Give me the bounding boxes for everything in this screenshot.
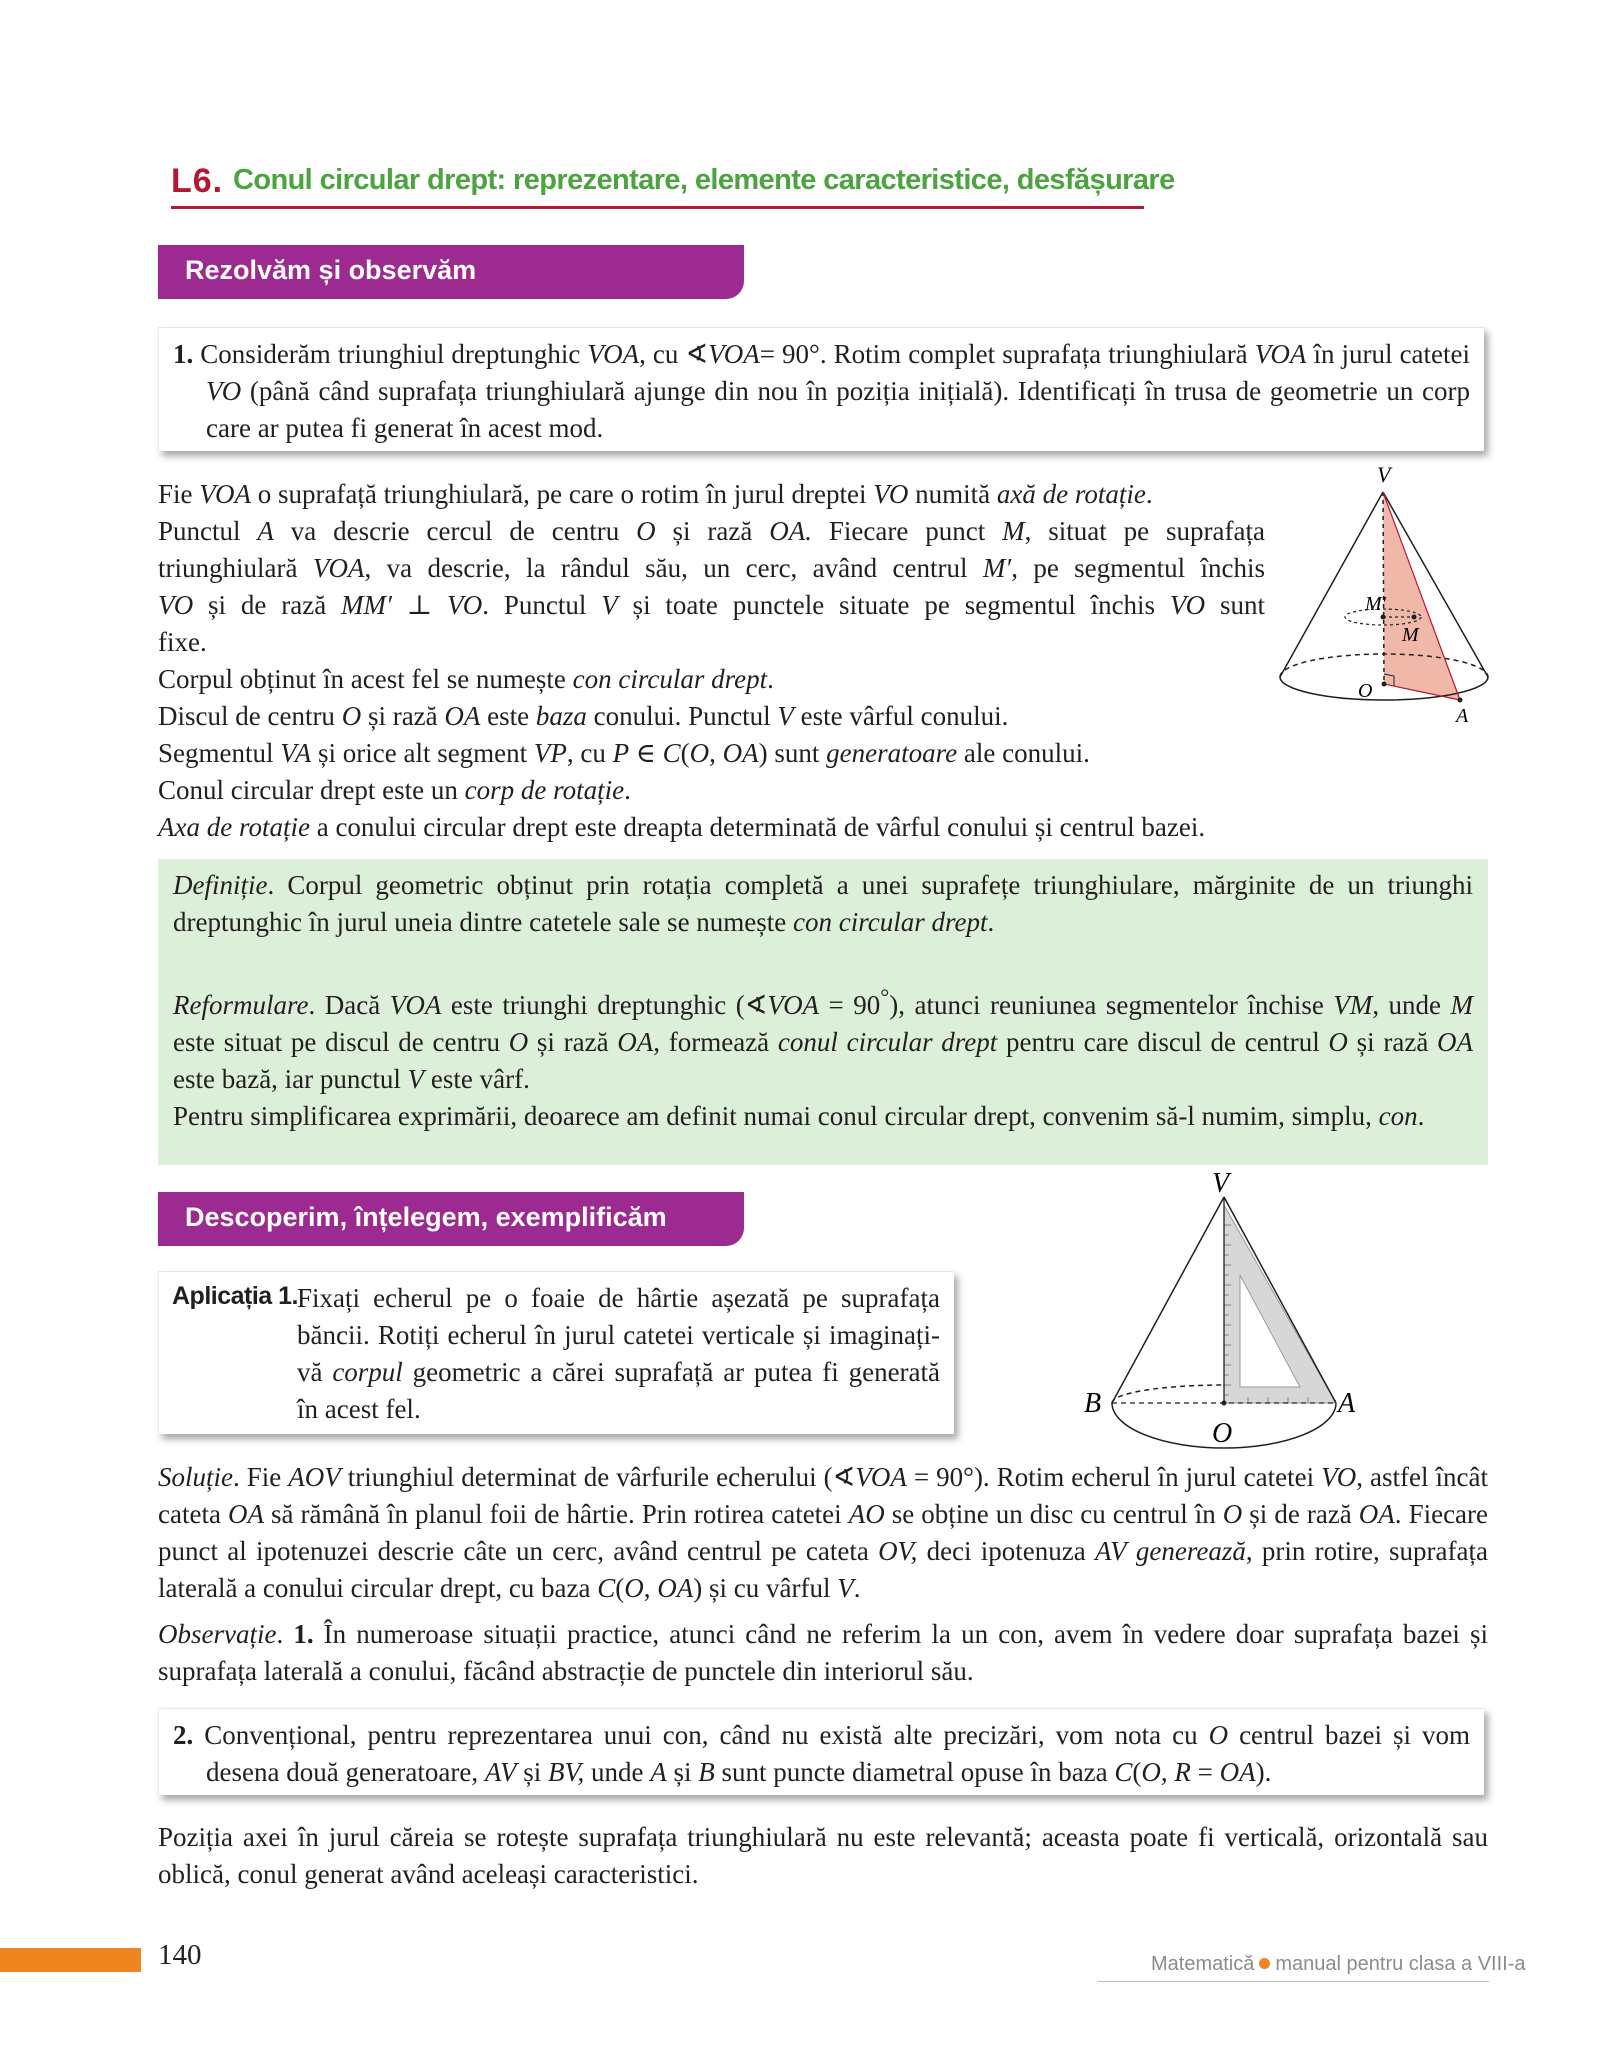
cone-figure-2: [1068, 1165, 1378, 1450]
text-run: și rază: [361, 701, 445, 731]
task-1-text: [159, 328, 1484, 447]
var-voa: VOA: [1254, 339, 1307, 369]
text-line: [158, 550, 1265, 587]
text-run: ,: [1160, 1757, 1175, 1787]
label-b: B: [1084, 1388, 1102, 1419]
text-run: ) și cu vârful: [693, 1573, 838, 1603]
text-run: , prin rotire, suprafața laterală a conului circular drept, cu baza: [158, 1536, 1488, 1603]
text-run: o suprafață triunghiulară, pe care o rotim în jurul dreptei: [250, 479, 874, 509]
task-number: 2.: [173, 1720, 194, 1750]
text-run: AOV: [288, 1462, 341, 1492]
text-run: .: [624, 775, 631, 805]
point-o: [1382, 682, 1387, 687]
text-line: [158, 476, 1273, 513]
text-run: VOA: [855, 1462, 907, 1492]
text-run: ).: [1255, 1757, 1272, 1787]
text-run: Fiecare punct: [812, 516, 1003, 546]
text-run: VO: [1169, 590, 1206, 620]
text-run: și: [516, 1757, 549, 1787]
text-run: ∈: [629, 738, 663, 768]
text-run: Convențional, pentru reprezentarea unui con, când nu există alte precizări, vom nota cu: [193, 1720, 1209, 1750]
label-a: A: [1456, 705, 1469, 727]
text-run: Pentru simplificarea exprimării, deoarece am definit numai conul circular drept, convenim să-l numim, simplu,: [173, 1101, 1379, 1131]
lesson-header: [171, 160, 1175, 209]
circle-symbol: C: [662, 738, 681, 768]
text-line: [158, 587, 1265, 624]
application-label: Aplicația 1.: [172, 1282, 298, 1310]
footer-bar: [0, 1948, 141, 1972]
text-run: VOA: [767, 990, 820, 1020]
footer-line: [1098, 1981, 1489, 1982]
text-run: O: [689, 738, 710, 768]
text-run: OA: [1437, 1027, 1474, 1057]
text-run: , unde: [1372, 990, 1451, 1020]
text-run: Considerăm triunghiul dreptunghic: [193, 339, 588, 369]
text-run: OA: [617, 1027, 654, 1057]
closing-paragraph: Poziția axei în jurul căreia se rotește suprafața triunghiulară nu este relevantă; aceasta poate fi verticală, orizontală sau oblică, conul generat având aceleași caracteristici.: [158, 1822, 1488, 1889]
term-rotation-axis: axă de rotație: [996, 479, 1146, 509]
application-box-1: [158, 1271, 954, 1434]
text-run: P: [612, 738, 630, 768]
text-run: AO: [848, 1499, 885, 1529]
text-run: M: [1450, 990, 1474, 1020]
text-run: este bază, iar punctul: [173, 1064, 408, 1094]
text-run: conului. Punctul: [586, 701, 778, 731]
task-2-text: [159, 1709, 1484, 1791]
text-run: AV: [1094, 1536, 1127, 1566]
text-run: .: [853, 1573, 861, 1603]
text-run: Punctul: [158, 516, 258, 546]
text-run: BV,: [548, 1757, 585, 1787]
solution-label: Soluție: [158, 1462, 233, 1492]
degree-sign: °: [880, 984, 890, 1009]
text-run: a conului circular drept este dreapta determinată de vârful conului și centrul bazei.: [309, 812, 1206, 842]
text-run: OA: [722, 738, 759, 768]
label-v: V: [1377, 462, 1391, 487]
text-run: Conul circular drept este un: [158, 775, 465, 805]
text-run: numită: [908, 479, 997, 509]
text-run: VO: [873, 479, 909, 509]
text-run: V: [601, 590, 618, 620]
point-m: [1412, 615, 1417, 620]
text-run: este situat pe discul de centru: [173, 1027, 509, 1057]
text-run: VOA: [389, 990, 442, 1020]
text-run: VO: [447, 590, 483, 620]
text-run: M: [1002, 516, 1025, 546]
section-title: Rezolvăm și observăm: [185, 255, 477, 285]
definition-box: [158, 859, 1488, 1165]
observation-number: 1.: [293, 1619, 314, 1649]
reformulation-label: Reformulare: [173, 990, 309, 1020]
generator-vb: [1112, 1197, 1224, 1403]
angle-symbol: ∢: [685, 339, 709, 369]
text-run: OA: [1219, 1757, 1256, 1787]
text-run: .: [1145, 479, 1153, 509]
text-run: . Fie: [233, 1462, 289, 1492]
text-run: Segmentul: [158, 738, 281, 768]
text-run: și orice alt segment: [311, 738, 534, 768]
text-run: (: [1132, 1757, 1142, 1787]
text-run: ale conului.: [957, 738, 1090, 768]
footer-dot-icon: [1259, 1958, 1270, 1969]
circle-symbol: C: [1114, 1757, 1133, 1787]
reformulation-paragraph: [173, 978, 1473, 1098]
label-m: M: [1402, 624, 1419, 646]
term-rotation-axis: Axa de rotație: [158, 812, 310, 842]
text-run: Fixați echerul pe o foaie de hârtie așezată pe suprafața băncii. Rotiți echerul în jurul catetei verticale și imaginați-vă: [297, 1283, 940, 1387]
text-run: VP: [533, 738, 567, 768]
text-run: OA: [227, 1499, 264, 1529]
text-run: =: [1190, 1757, 1220, 1787]
text-run: M′: [982, 553, 1012, 583]
term-right-circular-cone: conul circular drept: [777, 1027, 998, 1057]
text-line: [158, 661, 1273, 698]
solution-paragraph: [158, 1459, 1488, 1607]
text-run: pentru care discul de centrul: [997, 1027, 1329, 1057]
text-run: VO: [1321, 1462, 1357, 1492]
text-line: [158, 772, 1273, 809]
text-run: Fie: [158, 479, 200, 509]
text-run: triunghiulară: [158, 553, 313, 583]
term-base: baza: [535, 701, 587, 731]
text-run: , cu: [639, 339, 686, 369]
definition-label: Definiție: [173, 870, 268, 900]
text-run: ,: [643, 1573, 658, 1603]
text-run: .: [987, 907, 995, 937]
label-o: O: [1212, 1418, 1233, 1449]
term-cone: con: [1378, 1101, 1418, 1131]
cone-generator-left: [1280, 492, 1383, 677]
text-run: și de rază: [193, 590, 342, 620]
term-right-circular-cone: con circular drept: [572, 664, 768, 694]
text-run: și toate punctele situate pe segmentul închis: [617, 590, 1170, 620]
text-line: [158, 513, 1265, 550]
text-run: . Punctul: [482, 590, 602, 620]
text-run: și: [666, 1757, 699, 1787]
text-run: A: [650, 1757, 667, 1787]
text-run: Discul de centru: [158, 701, 342, 731]
text-run: O: [341, 701, 362, 731]
text-run: , astfel încât cateta: [158, 1462, 1488, 1529]
text-run: corpul: [332, 1357, 403, 1387]
text-line: [158, 698, 1273, 735]
footer-subject: Matematică: [1151, 1953, 1255, 1975]
text-run: .: [1417, 1101, 1425, 1131]
page-number: 140: [158, 1939, 202, 1971]
text-line: [158, 809, 1273, 846]
text-run: OA: [657, 1573, 694, 1603]
text-run: .: [767, 664, 774, 694]
var-voa: VOA: [708, 339, 760, 369]
section-title: Descoperim, înțelegem, exemplificăm: [185, 1202, 667, 1232]
observation-paragraph: [158, 1616, 1488, 1690]
text-run: generează: [1135, 1536, 1246, 1566]
lesson-code: L6.: [171, 162, 224, 200]
section-banner-observe: [158, 245, 744, 299]
text-run: fixe.: [158, 627, 207, 657]
application-text: [297, 1280, 940, 1428]
text-run: O: [1222, 1499, 1243, 1529]
text-run: OA: [444, 701, 481, 731]
var-voa: VOA: [587, 339, 640, 369]
text-run: V: [837, 1573, 854, 1603]
text-run: . Fiecare punct al ipotenuzei descrie câte un cerc, având centrul pe cateta: [158, 1499, 1489, 1566]
text-run: , va descrie, la rândul său, un cerc, având centrul: [364, 553, 983, 583]
text-run: , cu: [566, 738, 613, 768]
text-run: R: [1174, 1757, 1191, 1787]
text-run: OV,: [878, 1536, 918, 1566]
text-run: este: [480, 701, 536, 731]
text-run: VO: [158, 590, 194, 620]
text-run: O: [1141, 1757, 1161, 1787]
label-o: O: [1358, 680, 1373, 702]
text-run: AV: [484, 1757, 517, 1787]
text-run: și de rază: [1242, 1499, 1359, 1529]
text-run: și rază: [655, 516, 770, 546]
text-run: se obține un disc cu centrul în: [884, 1499, 1223, 1529]
task-box-1: [158, 327, 1484, 451]
term-right-circular-cone: con circular drept: [793, 907, 988, 937]
text-run: O: [624, 1573, 644, 1603]
text-run: , formează: [653, 1027, 778, 1057]
text-run: = 90: [819, 990, 881, 1020]
text-run: va descrie cercul de centru: [273, 516, 637, 546]
text-run: OA.: [769, 516, 812, 546]
text-run: Corpul obținut în acest fel se numește: [158, 664, 573, 694]
text-run: VOA: [312, 553, 365, 583]
footer-grade: manual pentru clasa a VIII-a: [1275, 1953, 1526, 1975]
intro-paragraph: [158, 476, 1273, 846]
text-run: . Corpul geometric obținut prin rotația completă a unei suprafețe triunghiulare, mărginite de un triunghi dreptunghic în jurul uneia dintre catetele sale se numește: [173, 870, 1473, 937]
text-line: [158, 624, 1273, 661]
text-run: ) sunt: [758, 738, 827, 768]
cone-figure-1: [1270, 462, 1500, 732]
label-v: V: [1212, 1168, 1230, 1199]
text-run: (: [680, 738, 690, 768]
label-m-prime: M′: [1365, 593, 1387, 615]
text-run: ), atunci reuniunea segmentelor închise: [889, 990, 1334, 1020]
text-run: este vârf.: [424, 1064, 530, 1094]
text-run: [1127, 1536, 1136, 1566]
text-run: triunghiul determinat de vârfurile echerului (∢: [340, 1462, 856, 1492]
text-run: ⊥: [391, 590, 448, 620]
text-run: să rămână în planul foii de hârtie. Prin rotirea catetei: [263, 1499, 849, 1529]
label-a: A: [1338, 1388, 1356, 1419]
text-run: A: [257, 516, 274, 546]
text-run: în jurul catetei: [1306, 339, 1471, 369]
section-banner-discover: [158, 1192, 744, 1246]
text-run: MM′: [341, 590, 392, 620]
simplification-paragraph: [173, 1098, 1473, 1135]
text-run: V: [407, 1064, 425, 1094]
text-run: B: [698, 1757, 715, 1787]
text-run: O: [1208, 1720, 1229, 1750]
text-run: VA: [280, 738, 312, 768]
term-generators: generatoare: [826, 738, 958, 768]
text-run: sunt: [1205, 590, 1265, 620]
text-run: . Dacă: [308, 990, 390, 1020]
text-run: În numeroase situații practice, atunci când ne referim la un con, avem în vedere doar suprafața bazei și suprafața laterală a conului, făcând abstracție de punctele din interiorul său.: [158, 1619, 1488, 1686]
footer-book-title: [1151, 1953, 1526, 1976]
text-run: V: [777, 701, 794, 731]
text-run: = 90°). Rotim echerul în jurul catetei: [906, 1462, 1322, 1492]
observation-label: Observație: [158, 1619, 277, 1649]
text-run: O: [1328, 1027, 1348, 1057]
task-box-2: [158, 1708, 1484, 1795]
text-run: deci ipotenuza: [917, 1536, 1095, 1566]
circle-symbol: C: [597, 1573, 616, 1603]
text-run: , situat pe suprafața: [1024, 516, 1265, 546]
text-run: O: [636, 516, 656, 546]
text-run: unde: [584, 1757, 651, 1787]
text-run: (până când suprafața triunghiulară ajunge din nou în poziția inițială). Identificați în trusa de geometrie un corp care ar putea fi generat în acest mod.: [206, 376, 1470, 443]
lesson-title: Conul circular drept: reprezentare, elemente caracteristice, desfășurare: [233, 164, 1175, 196]
text-run: O: [508, 1027, 529, 1057]
text-run: , pe segmentul închis: [1011, 553, 1265, 583]
text-run: ,: [709, 738, 723, 768]
var-vo: VO: [206, 376, 242, 406]
text-line: [158, 735, 1273, 772]
text-run: este triunghi dreptunghic (∢: [441, 990, 768, 1020]
term-rotation-body: corp de rotație: [464, 775, 625, 805]
text-run: VOA: [199, 479, 251, 509]
text-run: și rază: [528, 1027, 618, 1057]
text-run: .: [276, 1619, 294, 1649]
text-run: (: [615, 1573, 625, 1603]
task-number: 1.: [173, 339, 194, 369]
text-run: și rază: [1347, 1027, 1438, 1057]
point-a: [1458, 698, 1463, 703]
text-run: centrul bazei și vom desena două generatoare,: [206, 1720, 1470, 1787]
text-run: geometric a cărei suprafață ar putea fi generată în acest fel.: [297, 1357, 941, 1424]
text-run: sunt puncte diametral opuse în baza: [714, 1757, 1115, 1787]
definition-paragraph: [173, 867, 1473, 941]
point-m-prime: [1381, 615, 1386, 620]
text-run: este vârful conului.: [793, 701, 1009, 731]
text-run: = 90°. Rotim complet suprafața triunghiulară: [759, 339, 1255, 369]
text-run: OA: [1358, 1499, 1395, 1529]
point-o: [1222, 1401, 1227, 1406]
text-run: VM: [1333, 990, 1373, 1020]
